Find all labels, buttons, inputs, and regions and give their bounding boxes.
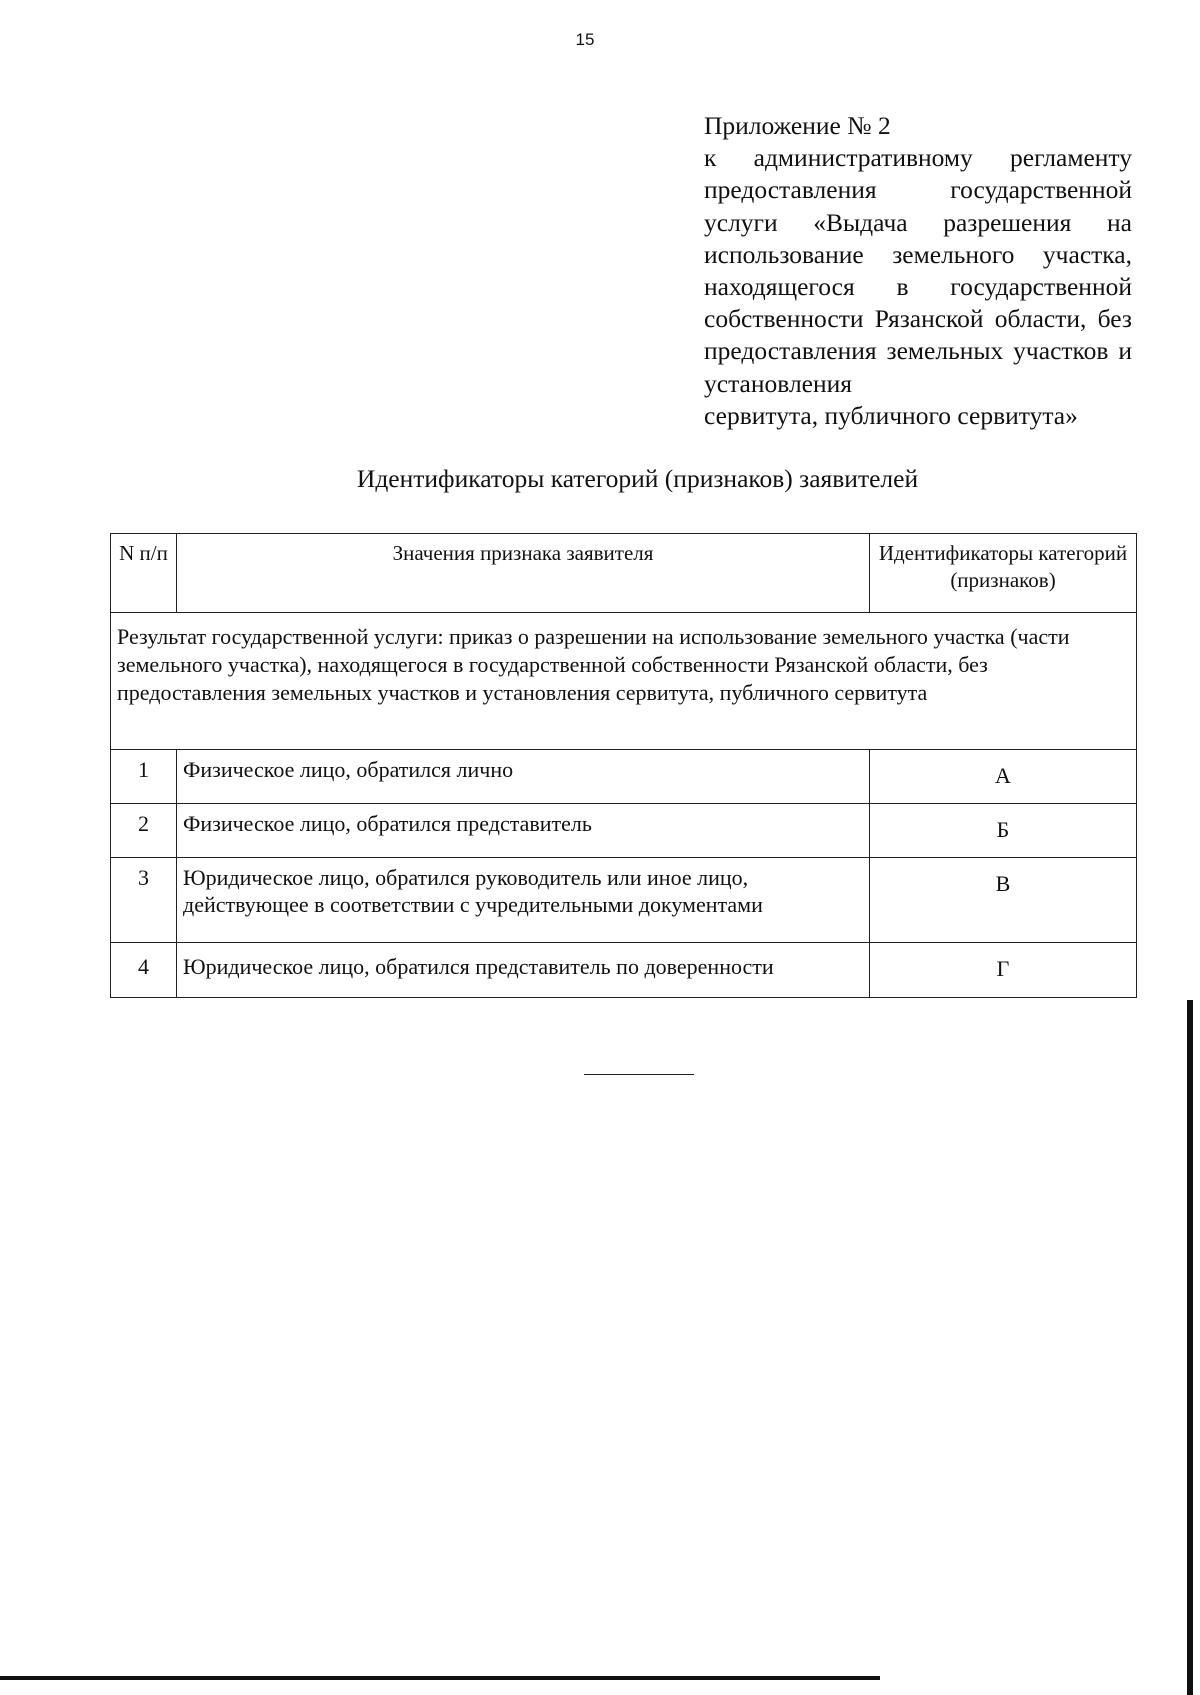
result-text: Результат государственной услуги: приказ о разрешении на использование земельного участка (части земельного участка), находящегося в государственной собственности Рязанской области, без предоставления земельных участков и установления сервитута, публичного сервитута bbox=[111, 613, 1137, 750]
appendix-block bbox=[704, 110, 1132, 432]
table-row bbox=[111, 750, 1137, 804]
row-identifier: Г bbox=[870, 943, 1137, 998]
end-divider bbox=[584, 1074, 694, 1075]
row-identifier: А bbox=[870, 750, 1137, 804]
row-value: Юридическое лицо, обратился руководитель или иное лицо, действующее в соответствии с учредительными документами bbox=[177, 858, 870, 943]
appendix-last-line: сервитута, публичного сервитута» bbox=[704, 400, 1078, 430]
result-row bbox=[111, 613, 1137, 750]
row-number: 3 bbox=[111, 858, 177, 943]
scan-edge-right bbox=[1187, 1000, 1193, 1695]
row-number: 2 bbox=[111, 804, 177, 858]
page-number: 15 bbox=[575, 30, 595, 49]
row-identifier: Б bbox=[870, 804, 1137, 858]
row-identifier: В bbox=[870, 858, 1137, 943]
header-identifier: Идентификаторы категорий (признаков) bbox=[870, 534, 1137, 613]
table-row bbox=[111, 943, 1137, 998]
table-header-row bbox=[111, 534, 1137, 613]
scan-edge-bottom bbox=[0, 1676, 880, 1680]
appendix-title: Приложение № 2 bbox=[704, 111, 891, 140]
table-row bbox=[111, 804, 1137, 858]
document-title: Идентификаторы категорий (признаков) заявителей bbox=[356, 464, 919, 493]
row-value: Юридическое лицо, обратился представитель по доверенности bbox=[177, 943, 870, 998]
header-number: N п/п bbox=[111, 534, 177, 613]
table-row bbox=[111, 858, 1137, 943]
applicant-categories-table bbox=[110, 533, 1137, 998]
appendix-text: к административному регламенту предоставления государственной услуги «Выдача разрешения на использование земельного участка, находящегося в государственной собственности Рязанской области, без предоставления земельных участков и установления bbox=[704, 143, 1132, 398]
header-value: Значения признака заявителя bbox=[177, 534, 870, 613]
row-value: Физическое лицо, обратился лично bbox=[177, 750, 870, 804]
row-value: Физическое лицо, обратился представитель bbox=[177, 804, 870, 858]
row-number: 4 bbox=[111, 943, 177, 998]
row-number: 1 bbox=[111, 750, 177, 804]
